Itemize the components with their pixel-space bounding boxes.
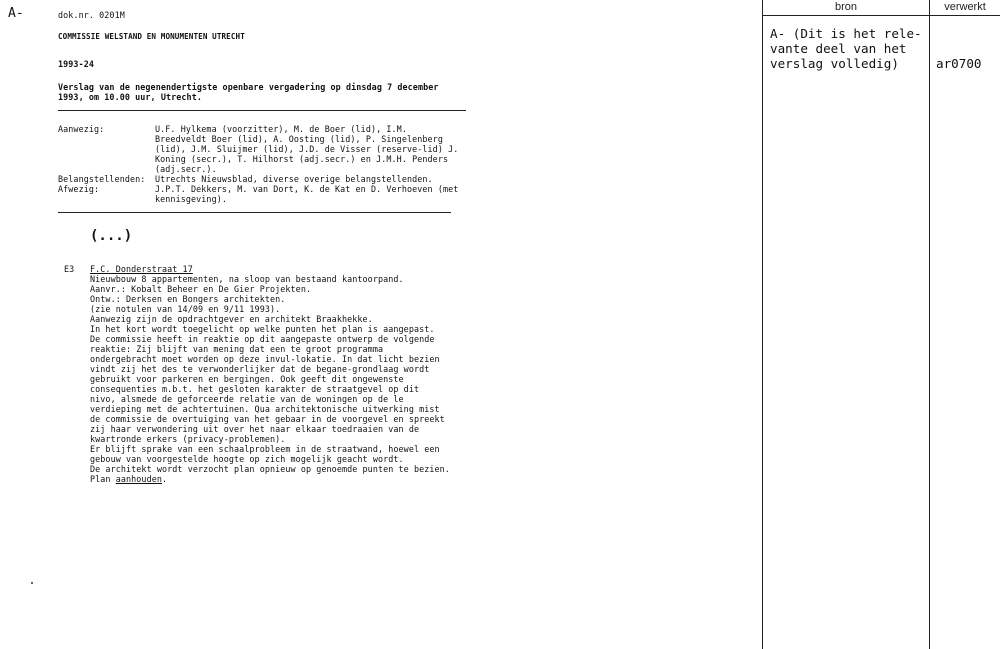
stray-dot (31, 582, 33, 584)
item-code: E3 (64, 264, 75, 274)
item-line: verdieping met de achtertuinen. Qua architektonische uitwerking mist (90, 404, 440, 414)
plan-decision (90, 474, 167, 484)
report-title-line-2: 1993, om 10.00 uur, Utrecht. (58, 92, 202, 102)
plan-action: aanhouden (115, 474, 162, 484)
divider-bottom (58, 212, 451, 213)
document-number: dok.nr. 0201M (58, 10, 125, 20)
attendance-line: kennisgeving). (155, 194, 227, 204)
year-range: 1993-24 (58, 59, 94, 69)
attendance-label-interested: Belangstellenden: (58, 174, 146, 184)
attendance-line: Utrechts Nieuwsblad, diverse overige belangstellenden. (155, 174, 433, 184)
bron-note-line: verslag volledig) (770, 56, 899, 71)
attendance-line: (lid), J.M. Sluijmer (lid), J.D. de Visser (reserve-lid) J. (155, 144, 459, 154)
divider-top (58, 110, 466, 111)
column-divider-left (762, 0, 763, 649)
item-line: De architekt wordt verzocht plan opnieuw op genoemde punten te bezien. (90, 464, 450, 474)
commission-name: COMMISSIE WELSTAND EN MONUMENTEN UTRECHT (58, 32, 245, 41)
column-header-rule (762, 15, 1000, 16)
bron-note-line: A- (Dit is het rele- (770, 26, 922, 41)
column-divider-right (929, 0, 930, 649)
item-line: gebouw van voorgestelde hoogte op zich mogelijk geacht wordt. (90, 454, 404, 464)
item-line: ondergebracht moet worden op deze invul-lokatie. In dat licht bezien (90, 354, 440, 364)
item-line: gebruikt voor parkeren en bergingen. Ook geeft dit ongewenste (90, 374, 404, 384)
item-line: Er blijft sprake van een schaalprobleem in de straatwand, hoewel een (90, 444, 440, 454)
attendance-label-present: Aanwezig: (58, 124, 105, 134)
report-title-line-1: Verslag van de negenendertigste openbare vergadering op dinsdag 7 december (58, 82, 439, 92)
item-line: zij haar verwondering uit over het naar elkaar toedraaien van de (90, 424, 420, 434)
verwerkt-code: ar0700 (936, 56, 982, 71)
item-line: vindt zij het des te verwonderlijker dat de begane-grondlaag wordt (90, 364, 430, 374)
attendance-line: Breedveldt Boer (lid), A. Oosting (lid), P. Singelenberg (155, 134, 443, 144)
item-title: F.C. Donderstraat 17 (90, 264, 193, 274)
item-line: Nieuwbouw 8 appartementen, na sloop van bestaand kantoorpand. (90, 274, 404, 284)
plan-suffix: . (162, 474, 168, 484)
item-line: In het kort wordt toegelicht op welke punten het plan is aangepast. (90, 324, 435, 334)
verwerkt-header: verwerkt (944, 1, 986, 13)
attendance-label-absent: Afwezig: (58, 184, 100, 194)
attendance-line: Koning (secr.), T. Hilhorst (adj.secr.) en J.M.H. Penders (155, 154, 449, 164)
item-line: (zie notulen van 14/09 en 9/11 1993). (90, 304, 281, 314)
ellipsis-marker: (...) (90, 228, 133, 244)
item-line: Aanvr.: Kobalt Beheer en De Gier Projekten. (90, 284, 312, 294)
attendance-line: (adj.secr.). (155, 164, 217, 174)
item-line: consequenties m.b.t. het gesloten karakter de straatgevel op dit (90, 384, 420, 394)
bron-note-line: vante deel van het (770, 41, 907, 56)
section-marker: A- (8, 6, 24, 21)
item-line: kwartronde erkers (privacy-problemen). (90, 434, 286, 444)
item-line: de commissie de overtuiging van het gebaar in de voorgevel en spreekt (90, 414, 445, 424)
attendance-line: U.F. Hylkema (voorzitter), M. de Boer (lid), I.M. (155, 124, 407, 134)
item-line: reaktie: Zij blijft van mening dat een te groot programma (90, 344, 384, 354)
item-line: De commissie heeft in reaktie op dit aangepaste ontwerp de volgende (90, 334, 435, 344)
item-line: Aanwezig zijn de opdrachtgever en architekt Braakhekke. (90, 314, 373, 324)
item-line: nivo, alsmede de geforceerde relatie van de woningen op de le (90, 394, 404, 404)
bron-header: bron (834, 1, 858, 13)
item-line: Ontw.: Derksen en Bongers architekten. (90, 294, 286, 304)
plan-prefix: Plan (90, 474, 116, 484)
attendance-line: J.P.T. Dekkers, M. van Dort, K. de Kat en D. Verhoeven (met (155, 184, 459, 194)
